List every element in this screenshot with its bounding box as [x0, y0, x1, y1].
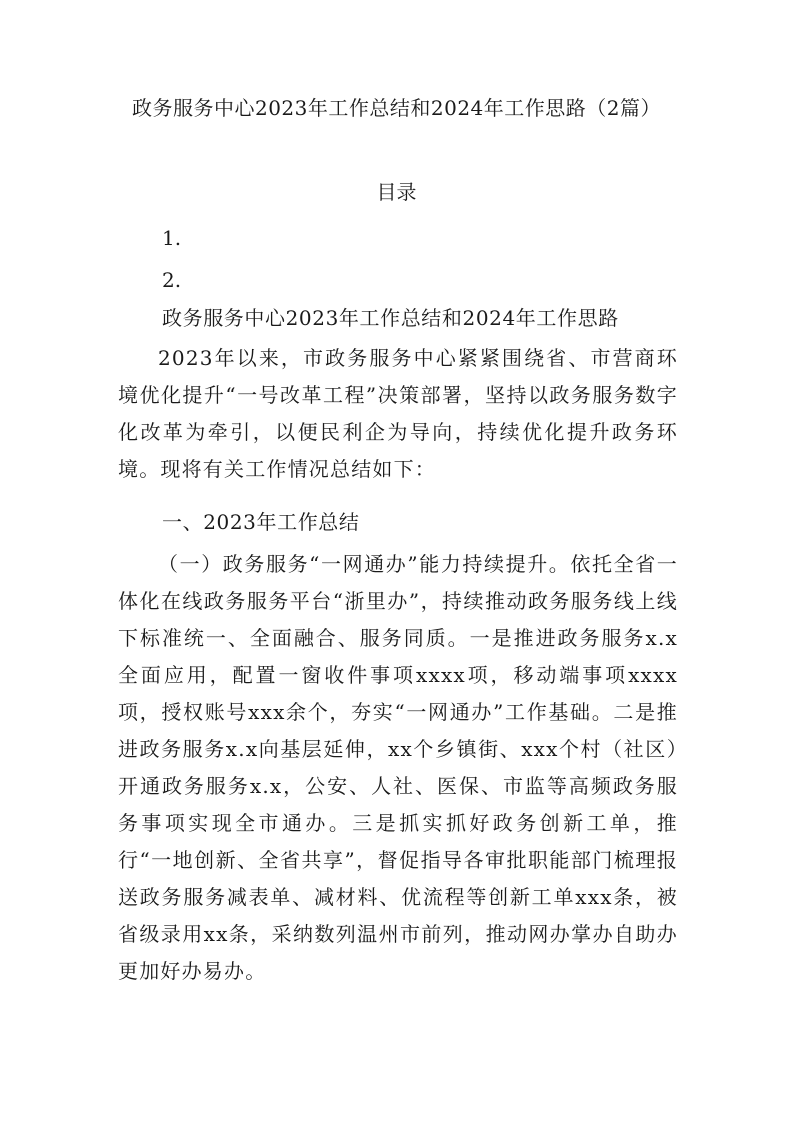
intro-paragraph: 2023年以来，市政务服务中心紧紧围绕省、市营商环境优化提升“一号改革工程”决策部署，坚持以政务服务数字化改革为牵引，以便民利企为导向，持续优化提升政务环境。现将有关工作情况总结如下： [118, 346, 678, 481]
toc-heading: 目录 [376, 180, 417, 204]
section-heading: 一、2023年工作总结 [162, 510, 360, 534]
section-title: 政务服务中心2023年工作总结和2024年工作思路 [162, 306, 619, 330]
body-paragraph: （一）政务服务“一网通办”能力持续提升。依托全省一体化在线政务服务平台“浙里办”，持续推动政务服务线上线下标准统一、全面融合、服务同质。一是推进政务服务x.x全面应用，配置一窗收件事项xxxx项，移动端事项xxxx项，授权账号xxx余个，夯实“一网通办”工作基础。二是推进政务服务x.x向基层延伸，xx个乡镇街、xxx个村（社区）开通政务服务x.x，公安、人社、医保、市监等高频政务服务事项实现全市通办。三是抓实抓好政务创新工单，推行“一地创新、全省共享”，督促指导各审批职能部门梳理报送政务服务减表单、减材料、优流程等创新工单xxx条，被省级录用xx条，采纳数列温州市前列，推动网办掌办自助办更加好办易办。 [118, 552, 678, 983]
document-title: 政务服务中心2023年工作总结和2024年工作思路（2篇） [131, 96, 662, 120]
toc-item: 2. [162, 268, 182, 292]
toc-item: 1. [162, 226, 182, 250]
